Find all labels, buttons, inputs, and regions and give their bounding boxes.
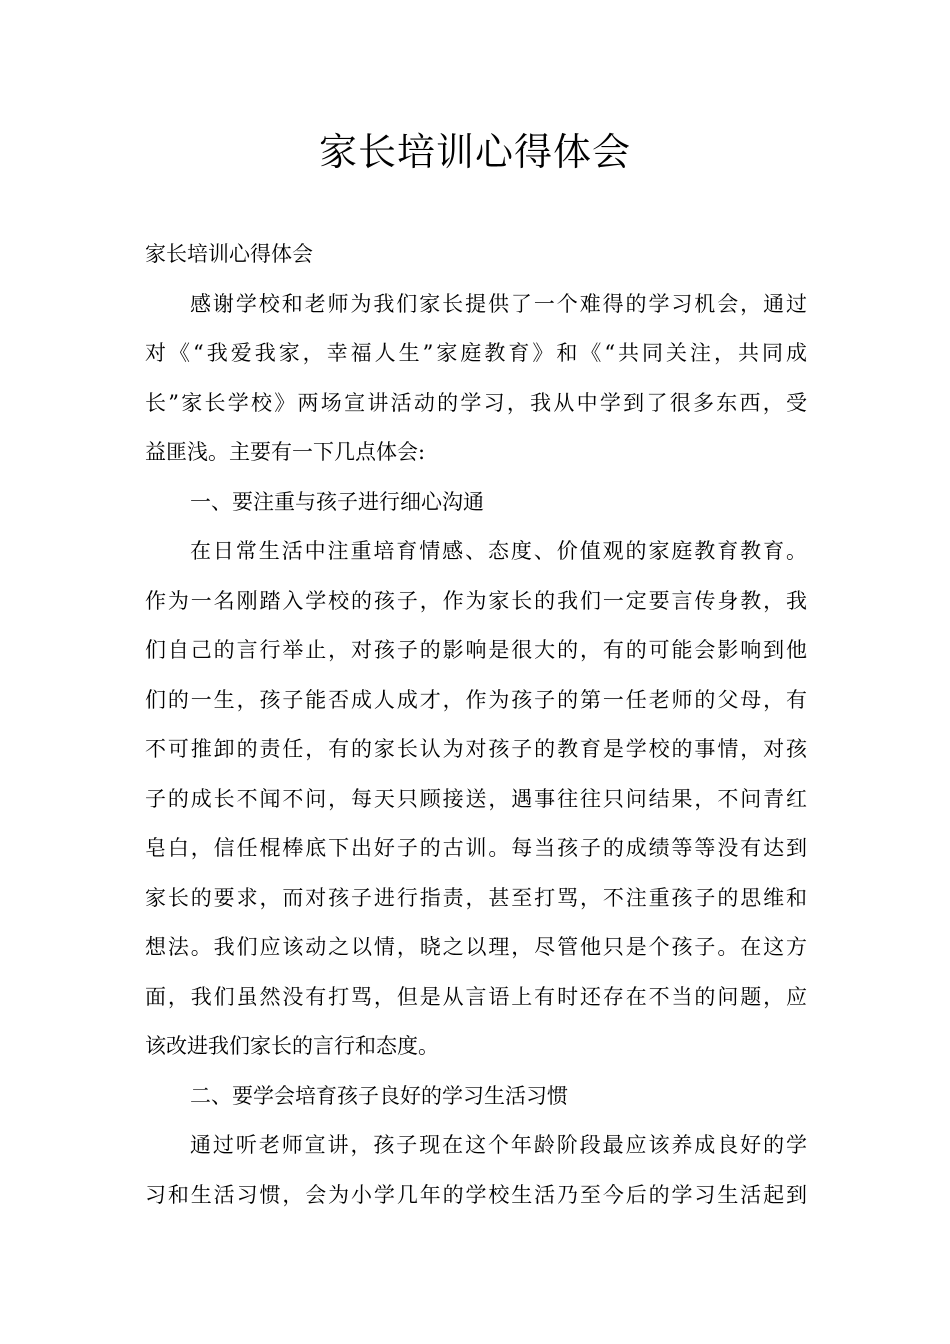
paragraph-line: 子的成长不闻不问，每天只顾接送，遇事往往只问结果，不问青红 [145,786,807,811]
paragraph-line: 面，我们虽然没有打骂，但是从言语上有时还存在不当的问题，应 [145,984,807,1009]
paragraph-line: 习和生活习惯，会为小学几年的学校生活乃至今后的学习生活起到 [145,1182,807,1207]
document-body [145,230,807,1220]
paragraph-line: 们的一生，孩子能否成人成才，作为孩子的第一任老师的父母，有 [145,687,807,712]
section-heading: 二、要学会培育孩子良好的学习生活习惯 [190,1083,568,1108]
paragraph-line: 想法。我们应该动之以情，晓之以理，尽管他只是个孩子。在这方 [145,935,807,959]
paragraph-line: 作为一名刚踏入学校的孩子，作为家长的我们一定要言传身教，我 [145,588,807,613]
paragraph-line: 该改进我们家长的言行和态度。 [145,1034,439,1058]
paragraph-line: 家长的要求，而对孩子进行指责，甚至打骂，不注重孩子的思维和 [145,885,807,910]
paragraph-line: 不可推卸的责任，有的家长认为对孩子的教育是学校的事情，对孩 [145,737,807,761]
paragraph-line: 皂白，信任棍棒底下出好子的古训。每当孩子的成绩等等没有达到 [145,836,807,860]
section-heading: 一、要注重与孩子进行细心沟通 [190,489,484,514]
paragraph-line: 感谢学校和老师为我们家长提供了一个难得的学习机会，通过 [190,291,807,316]
paragraph-line: 益匪浅。主要有一下几点体会: [145,440,426,464]
document-title: 家长培训心得体会 [318,130,631,174]
paragraph-line: 在日常生活中注重培育情感、态度、价值观的家庭教育教育。 [190,539,807,563]
paragraph-line: 们自己的言行举止，对孩子的影响是很大的，有的可能会影响到他 [145,638,807,662]
paragraph-line: 通过听老师宣讲，孩子现在这个年龄阶段最应该养成良好的学 [190,1133,807,1157]
paragraph-line: 对《“我爱我家，幸福人生”家庭教育》和《“共同关注，共同成 [145,341,807,365]
paragraph-line: 长”家长学校》两场宣讲活动的学习，我从中学到了很多东西，受 [145,390,807,415]
subtitle-line: 家长培训心得体会 [145,242,313,266]
